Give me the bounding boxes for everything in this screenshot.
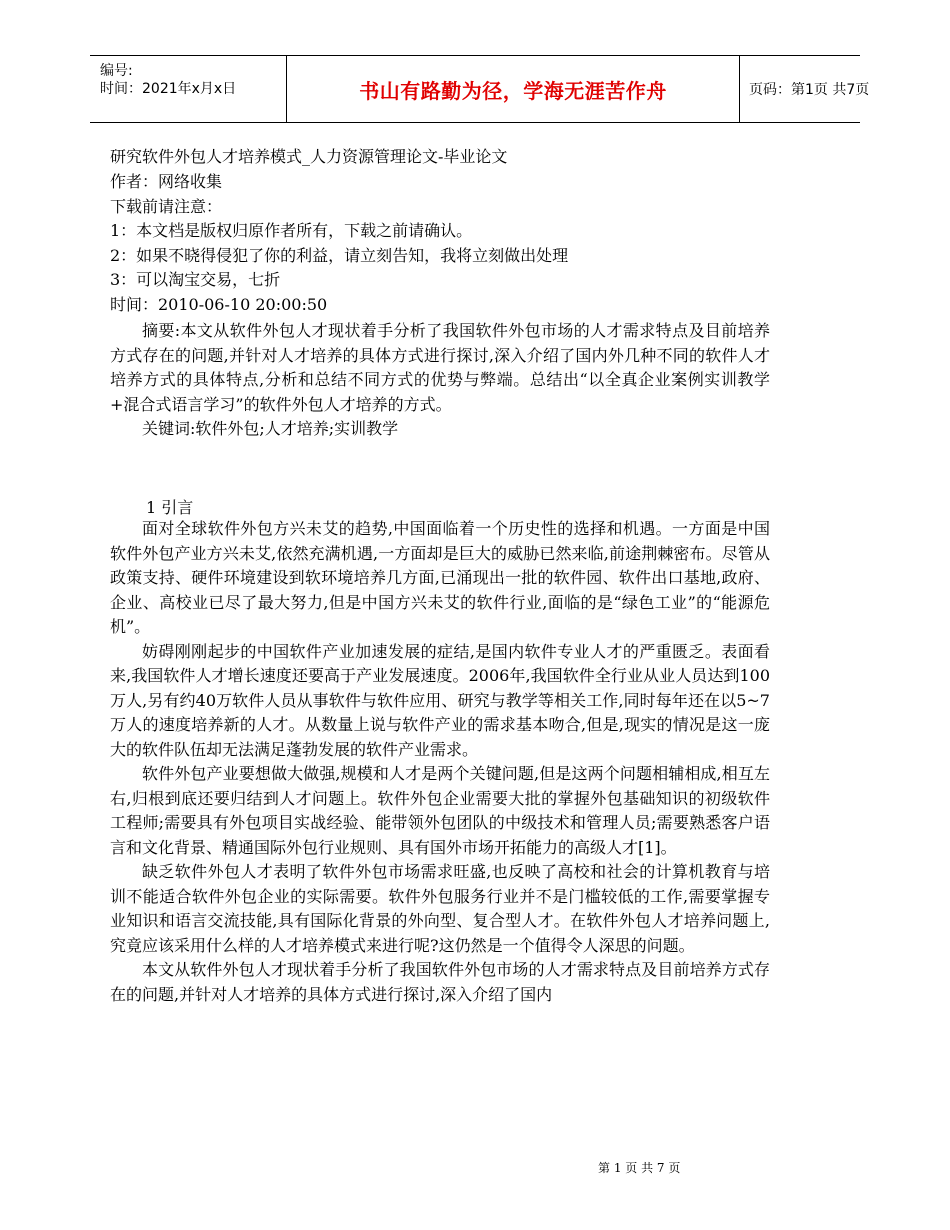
header-table [90,55,870,123]
main-text [110,517,770,1007]
paragraph: 本文从软件外包人才现状着手分析了我国软件外包市场的人才需求特点及目前培养方式存在的问题,并针对人才培养的具体方式进行探讨,深入介绍了国内 [110,960,770,1004]
notice-title: 下载前请注意： [110,197,223,216]
notice-3: 3：可以淘宝交易，七折 [110,270,281,289]
doc-time: 时间：2010-06-10 20:00:50 [110,295,328,314]
time-label: 时间：2021年x月x日 [100,81,237,97]
abstract-text: 摘要:本文从软件外包人才现状着手分析了我国软件外包市场的人才需求特点及目前培养方式存在的问题,并针对人才培养的具体方式进行探讨,深入介绍了国内外几种不同的软件人才培养方式的具体特点,分析和总结不同方式的优势与弊端。总结出“以全真企业案例实训教学+混合式语言学习”的软件外包人才培养的方式。 [110,321,770,414]
keywords: 关键词:软件外包;人才培养;实训教学 [142,419,399,438]
notice-1: 1：本文档是版权归原作者所有，下载之前请确认。 [110,221,473,240]
section-heading: 1 引言 [146,498,194,517]
header-motto-cell [286,56,740,122]
number-label: 编号: [100,63,133,79]
paragraph: 妨碍刚刚起步的中国软件产业加速发展的症结,是国内软件专业人才的严重匮乏。表面看来,我国软件人才增长速度还要高于产业发展速度。2006年,我国软件全行业从业人员达到100万人,另有约40万软件人员从事软件与软件应用、研究与教学等相关工作,同时每年还在以5~7万人的速度培养新的人才。从数量上说与软件产业的需求基本吻合,但是,现实的情况是这一庞大的软件队伍却无法满足蓬勃发展的软件产业需求。 [110,641,770,759]
abstract [110,319,770,442]
paragraph: 面对全球软件外包方兴未艾的趋势,中国面临着一个历史性的选择和机遇。一方面是中国软件外包产业方兴未艾,依然充满机遇,一方面却是巨大的威胁已然来临,前途荆棘密布。尽管从政策支持、硬件环境建设到软环境培养几方面,已涌现出一批的软件园、软件出口基地,政府、企业、高校业已尽了最大努力,但是中国方兴未艾的软件行业,面临的是“绿色工业”的“能源危机”。 [110,519,770,636]
page-info: 页码：第1页 共7页 [749,82,870,98]
page-footer: 第 1 页 共 7 页 [598,1161,681,1175]
paragraph: 软件外包产业要想做大做强,规模和人才是两个关键问题,但是这两个问题相辅相成,相互左右,归根到底还要归结到人才问题上。软件外包企业需要大批的掌握外包基础知识的初级软件工程师;需要具有外包项目实战经验、能带领外包团队的中级技术和管理人员;需要熟悉客户语言和文化背景、精通国际外包行业规则、具有国外市场开拓能力的高级人才[1]。 [110,764,770,857]
notice-2: 2：如果不晓得侵犯了你的利益，请立刻告知，我将立刻做出处理 [110,246,569,265]
motto-text: 书山有路勤为径，学海无涯苦作舟 [359,78,667,103]
header-left-cell [90,56,286,122]
doc-title: 研究软件外包人才培养模式_人力资源管理论文-毕业论文 [110,147,508,166]
paragraph: 缺乏软件外包人才表明了软件外包市场需求旺盛,也反映了高校和社会的计算机教育与培训不能适合软件外包企业的实际需要。软件外包服务行业并不是门槛较低的工作,需要掌握专业知识和语言交流技能,具有国际化背景的外向型、复合型人才。在软件外包人才培养问题上,究竟应该采用什么样的人才培养模式来进行呢?这仍然是一个值得令人深思的问题。 [110,862,770,955]
doc-author: 作者：网络收集 [110,172,223,191]
